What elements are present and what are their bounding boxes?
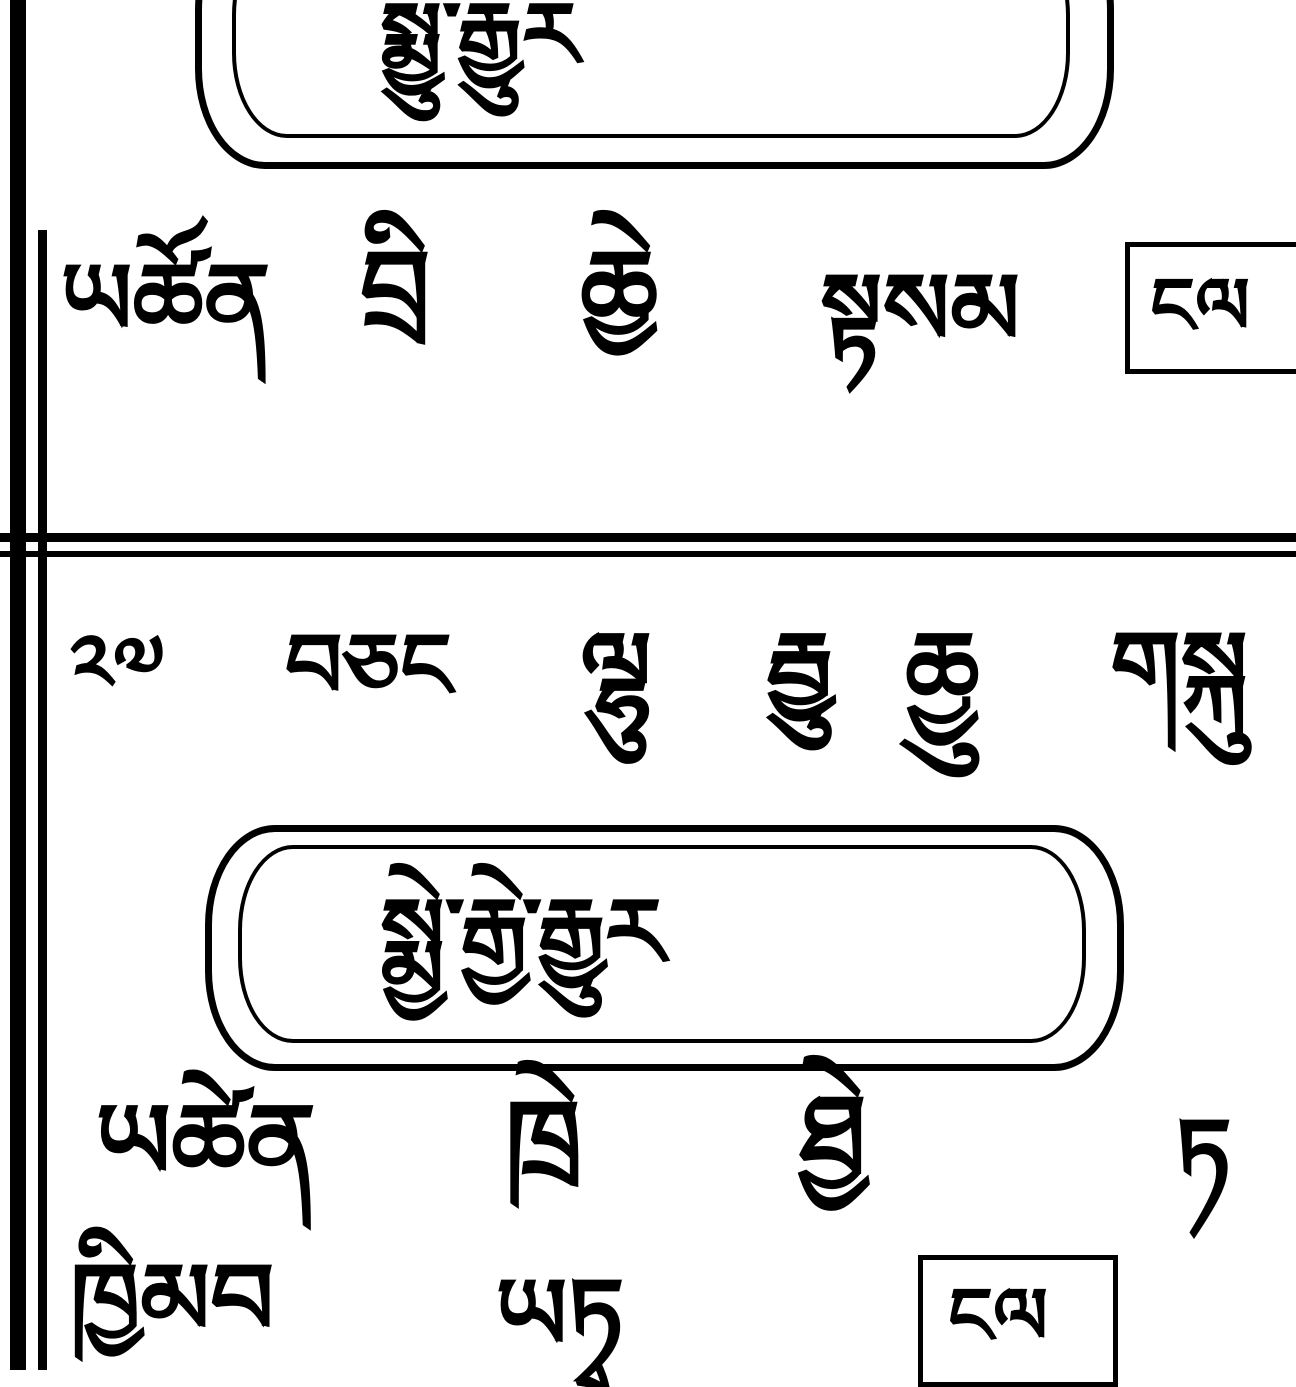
row-2-word-2: ལྷུ [580,609,653,731]
row-1-word-3: ཆྱེ [580,226,659,354]
section-divider-rule [0,533,1296,542]
row-2-word-4: ཆྱུ [905,609,980,731]
row-3-word-3: ཐྱེ [800,1071,867,1199]
row-4-boxed-label: ངལ [948,1272,1049,1362]
left-frame-rule-inner [38,230,47,1370]
top-cartouche-inner-frame [232,0,1070,138]
row-1-word-2: བྲི [360,226,431,354]
row-2-word-1: བཅང [285,614,452,719]
left-frame-rule-outer [10,0,26,1370]
row-3-word-2: ཁྲེ [505,1076,582,1204]
row-1-word-4: སྟསམ [820,251,1021,368]
row-4-word-1: ཁྱིམབ [70,1241,275,1358]
row-3-word-1: ཡཚེན [95,1081,316,1203]
row-4-word-2: ཡཏྭ [495,1256,625,1373]
row-1-word-1: ཡཚོན [60,241,271,358]
middle-cartouche-text: སྨྱེ་རྒྱེ་རྒྱུར [380,877,665,989]
row-2-word-5: གསྐུ [1110,609,1248,726]
row-3-word-4: ཏ [1175,1096,1232,1213]
row-2-word-3: རྦྱུ [770,609,836,731]
row-1-boxed-label: ངལ [1150,262,1251,352]
section-divider-rule-thin [0,551,1296,557]
top-cartouche-text: སྨྱུ་རྒྱུར [380,0,579,89]
row-2-line-number: ༢༧ [70,618,166,713]
